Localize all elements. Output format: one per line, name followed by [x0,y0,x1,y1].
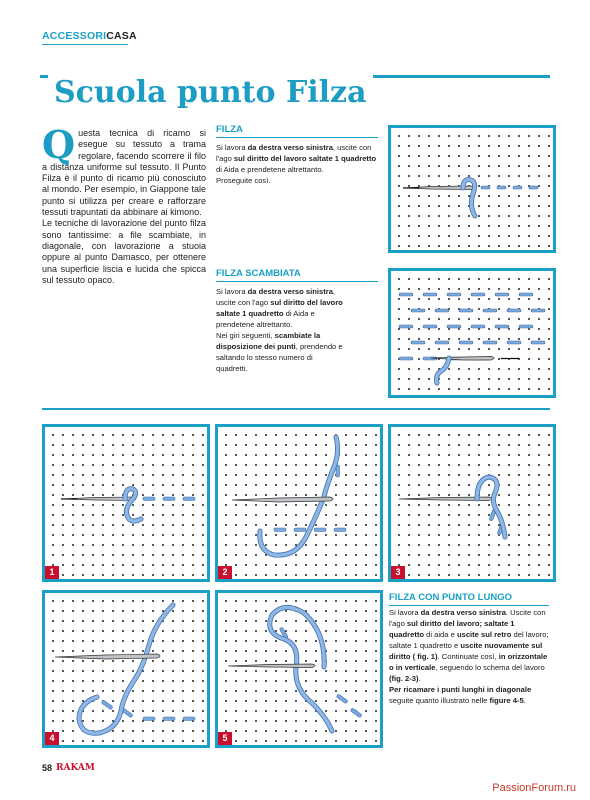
needle-icon [55,654,160,659]
page-title: Scuola punto Filza [48,74,373,112]
figure-2 [215,424,383,582]
watermark: PassionForum.ru [492,782,576,794]
fabric-grid [52,600,204,742]
intro-text [42,122,206,286]
needle-icon [431,357,519,361]
scambiata-text-1: Si lavora [216,287,248,296]
needle-icon [228,664,315,668]
scambiata-bold-2: sul diritto del lavoro saltate 1 quadretto [216,298,343,318]
lungo-bold-4: uscite nuovamente sul diritto ( fig. 1) [389,641,543,661]
lungo-text-1: Si lavora [389,608,421,617]
figure-number: 3 [391,566,405,579]
section-divider [42,408,550,410]
lungo-bold-6: (fig. 2-3) [389,674,419,683]
fabric-grid [225,434,377,576]
diagram-filza-scambiata [388,268,556,398]
page-number: 58 [42,763,53,773]
fabric-grid [398,434,550,576]
thread-stitches [143,497,195,501]
lungo-text-6: , seguendo lo schema del lavoro [435,663,545,672]
scambiata-text-5: , prendendo e saltando lo stesso numero di quadretti. [216,342,343,373]
figure-3-svg [391,427,553,579]
lungo-text-2: . Uscite con l'ago [389,608,546,628]
lungo-bold-8: figure 4-5 [489,696,524,705]
lungo-body [389,607,551,706]
needle-icon [232,497,333,502]
figure-4-svg [45,593,207,745]
figure-1 [42,424,210,582]
scambiata-text-2: , uscite con l'ago [216,287,336,307]
thread-stitches [101,700,195,721]
scambiata-bold-3: scambiate la disposizione dei punti [216,331,321,351]
diagram-scambiata-svg [391,271,553,395]
scambiata-text-4: Nei giri seguenti, [216,331,275,340]
figure-1-svg [45,427,207,579]
scambiata-body [216,286,344,374]
filza-text-2: , uscite con l'ago [216,143,372,163]
filza-body [216,142,382,186]
figure-number: 4 [45,732,59,745]
figure-3 [388,424,556,582]
diagram-filza-svg [391,128,553,250]
filza-text-3: di Aida e prendetene altrettanto. [216,165,324,174]
lungo-bold-1: da destra verso sinistra [420,608,506,617]
lungo-text-4: del lavoro; saltate 1 quadretto e [389,630,549,650]
figure-number: 5 [218,732,232,745]
intro-paragraph-1: uesta tecnica di ricamo si esegue su tessuto a trama regolare, facendo scorrere il filo a distanza uniforme sul tessuto. Il Punto Filza è il punto di ricamo più conosciuto al mondo. Per esempio, in Giappone tale punto si utilizza per creare e rafforzare tessuti trapuntati da abbinare ai kimono. [42,128,206,218]
thread-stitches [399,293,545,360]
lungo-text-9: . [523,696,526,705]
figure-number: 1 [45,566,59,579]
scambiata-bold-1: da destra verso sinistra [247,287,333,296]
filza-bold-1: da destra verso sinistra [247,143,333,152]
figure-2-svg [218,427,380,579]
filza-bold-2: sul diritto del lavoro saltate 1 quadretto [233,154,377,163]
lungo-text-3: di aida e [424,630,457,639]
section-subname: CASA [106,30,137,42]
diagram-filza [388,125,556,253]
filza-heading-rule [216,137,378,138]
section-tag [42,30,137,42]
lungo-bold-7: Per ricamare i punti lunghi in diagonale [389,685,532,694]
lungo-bold-3: uscite sul retro [456,630,512,639]
filza-text-4: Proseguite così. [216,176,271,185]
figure-5-svg [218,593,380,745]
lungo-bold-2: sul diritto del lavoro; saltate 1 quadretto [389,619,515,639]
figure-5 [215,590,383,748]
figure-number: 2 [218,566,232,579]
lungo-text-7: . [418,674,421,683]
scambiata-heading: FILZA SCAMBIATA [216,268,301,279]
fabric-grid [225,600,377,742]
magazine-name: RAKAM [56,763,95,773]
intro-paragraph-2: Le tecniche di lavorazione del punto filza sono tantissime: a file scambiate, in diagonale, con lavorazione a stuoia oppure al punto Damasco, per ottenere una superficie liscia e lucida che spicca sul tessuto opaco. [42,218,206,285]
dropcap: Q [42,122,76,167]
figure-4 [42,590,210,748]
scambiata-heading-rule [216,281,378,282]
scambiata-text-3: di Aida e prendetene altrettanto. [216,309,315,329]
lungo-bold-5: in orizzontale o in verticale [389,652,548,672]
section-name: ACCESSORI [42,30,107,42]
lungo-heading-rule [389,605,549,606]
filza-text-1: Si lavora [216,143,248,152]
lungo-text-5: . Continuate così, [437,652,499,661]
lungo-heading: FILZA CON PUNTO LUNGO [389,592,512,603]
filza-heading: FILZA [216,124,243,135]
lungo-text-8: seguite quanto illustrato nelle [389,696,490,705]
section-underline [42,44,128,45]
